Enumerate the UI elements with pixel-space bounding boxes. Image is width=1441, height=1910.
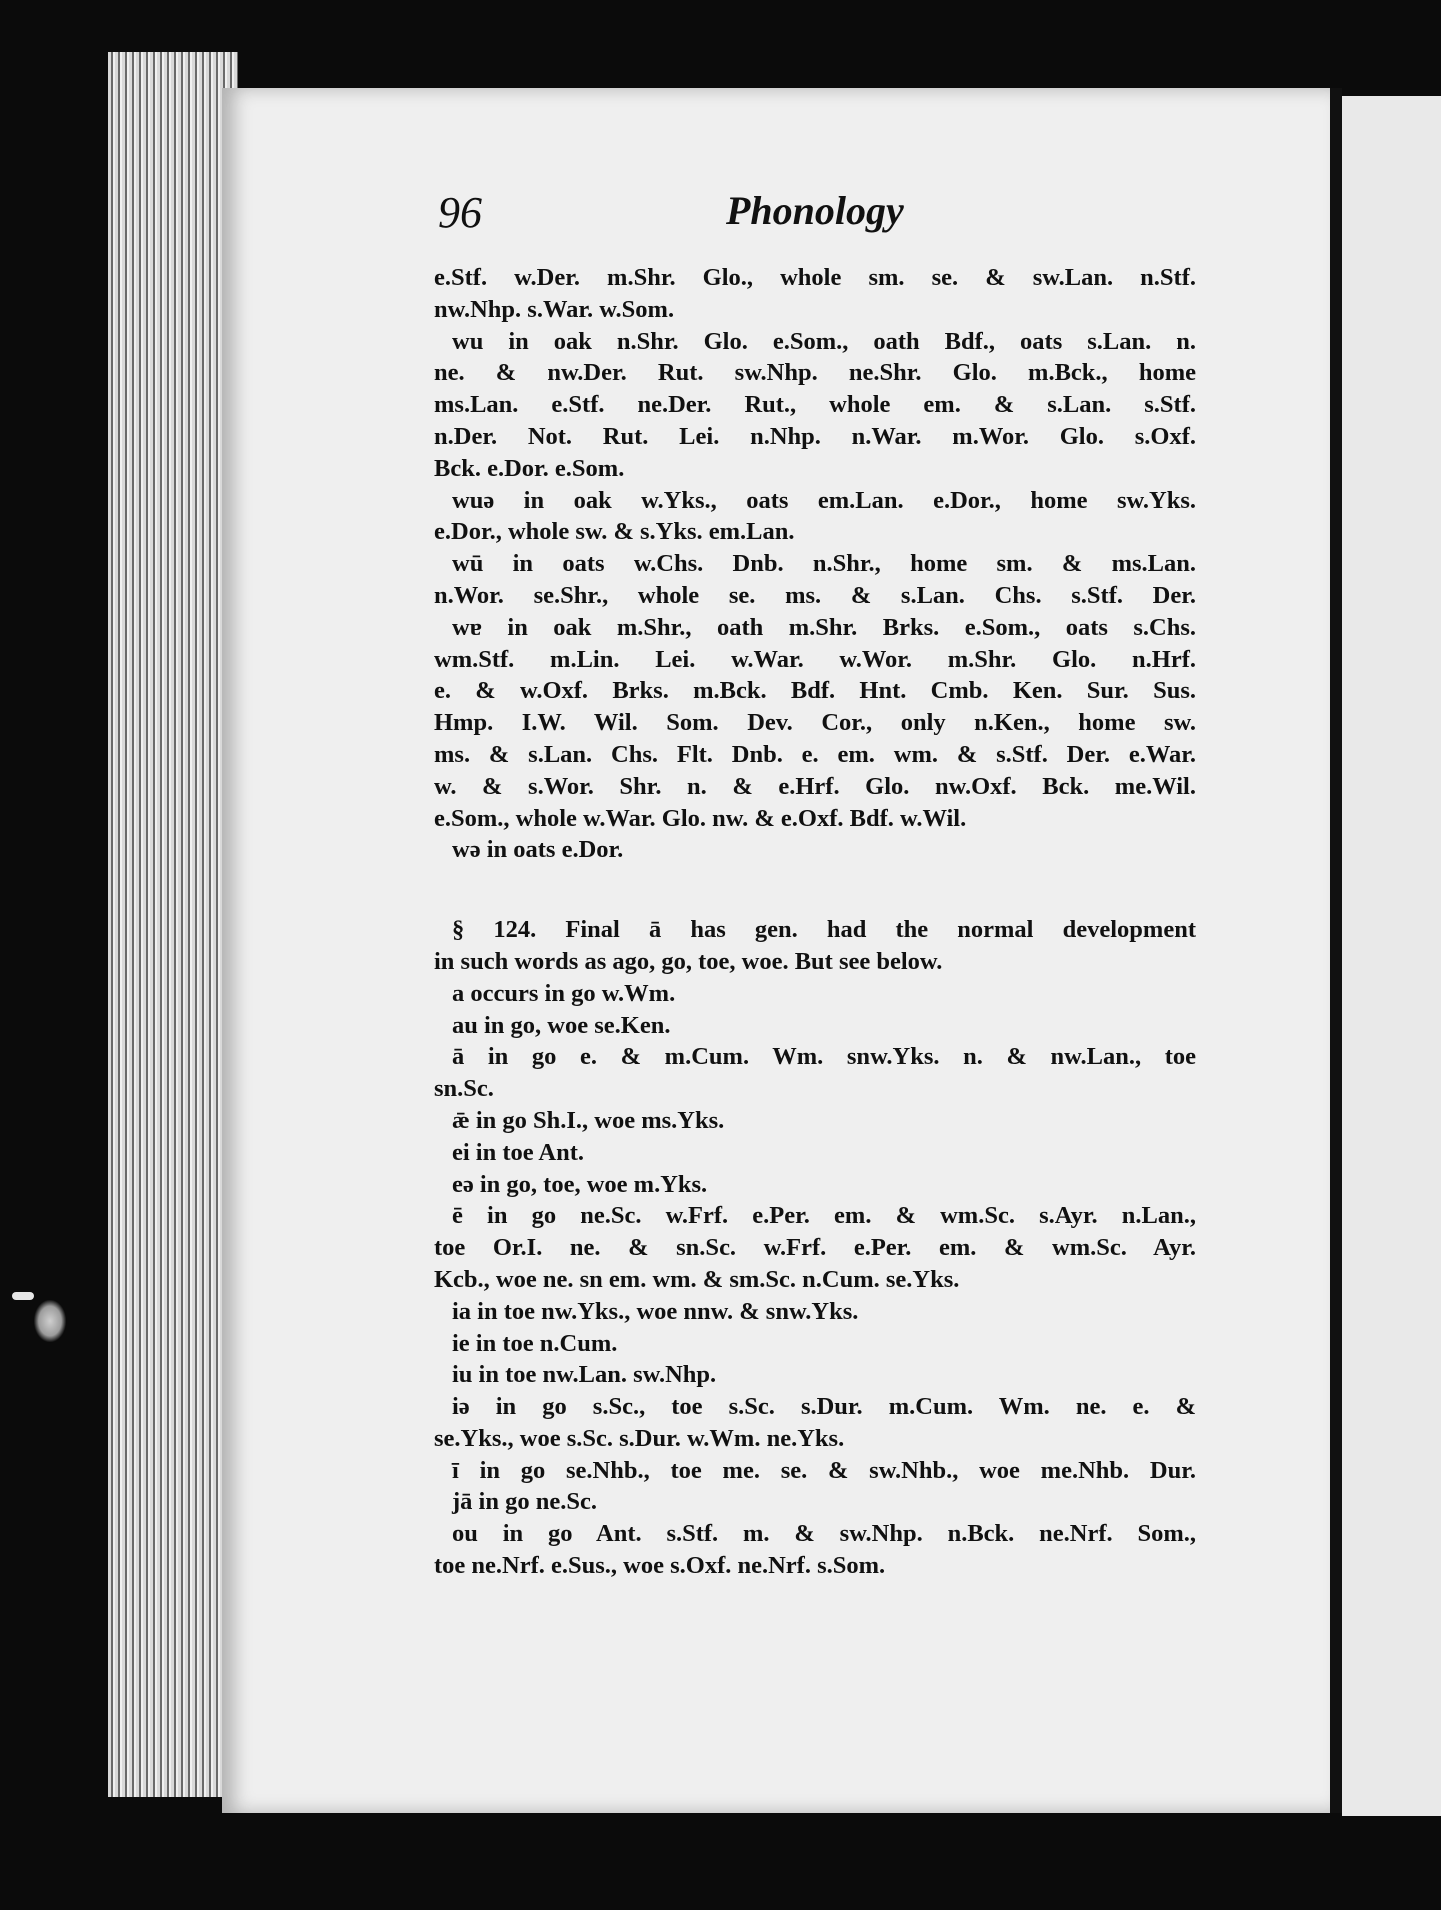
text-line: wm.Stf. m.Lin. Lei. w.War. w.Wor. m.Shr. Glo. n.Hrf. (434, 645, 1196, 673)
text-line: toe Or.I. ne. & sn.Sc. w.Frf. e.Per. em. & wm.Sc. Ayr. (434, 1234, 1196, 1262)
text-line: ms. & s.Lan. Chs. Flt. Dnb. e. em. wm. & s.Stf. Der. e.War. (434, 740, 1196, 768)
section-heading-line: § 124. Final ā has gen. had the normal development (452, 916, 1196, 944)
text-line: e.Stf. w.Der. m.Shr. Glo., whole sm. se. & sw.Lan. n.Stf. (434, 264, 1196, 291)
text-line: ī in go se.Nhb., toe me. se. & sw.Nhb., woe me.Nhb. Dur. (452, 1456, 1196, 1484)
page-number: 96 (438, 188, 482, 237)
text-line: Bck. e.Dor. e.Som. (434, 454, 625, 482)
text-line: sn.Sc. (434, 1075, 494, 1103)
scan-artifact-blot (34, 1300, 66, 1342)
page-header (438, 187, 1198, 247)
scan-artifact (12, 1292, 34, 1300)
text-line: e.Dor., whole sw. & s.Yks. em.Lan. (434, 518, 795, 546)
text-line: ā in go e. & m.Cum. Wm. snw.Yks. n. & nw.Lan., toe (452, 1043, 1196, 1071)
body-text (434, 262, 1196, 1582)
text-line: toe ne.Nrf. e.Sus., woe s.Oxf. ne.Nrf. s.Som. (434, 1552, 886, 1580)
text-line: ie in toe n.Cum. (452, 1329, 618, 1357)
text-line: iu in toe nw.Lan. sw.Nhp. (452, 1361, 717, 1389)
text-line: eə in go, toe, woe m.Yks. (452, 1170, 708, 1198)
text-line: ǣ in go Sh.I., woe ms.Yks. (452, 1106, 725, 1134)
text-line: ou in go Ant. s.Stf. m. & sw.Nhp. n.Bck. ne.Nrf. Som., (452, 1520, 1196, 1548)
text-line: e.Som., whole w.War. Glo. nw. & e.Oxf. Bdf. w.Wil. (434, 804, 967, 832)
text-line: in such words as ago, go, toe, woe. But see below. (434, 947, 943, 975)
book-gutter (1330, 88, 1342, 1813)
text-line: jā in go ne.Sc. (452, 1488, 597, 1516)
running-title: Phonology (726, 188, 904, 233)
opposite-page-edge (1342, 96, 1441, 1816)
text-line: iə in go s.Sc., toe s.Sc. s.Dur. m.Cum. Wm. ne. e. & (452, 1393, 1196, 1421)
text-line: Kcb., woe ne. sn em. wm. & sm.Sc. n.Cum. se.Yks. (434, 1265, 960, 1293)
text-line: ei in toe Ant. (452, 1138, 585, 1166)
text-line: Hmp. I.W. Wil. Som. Dev. Cor., only n.Ken., home sw. (434, 709, 1196, 737)
text-line: ne. & nw.Der. Rut. sw.Nhp. ne.Shr. Glo. m.Bck., home (434, 359, 1196, 387)
text-line: wə in oats e.Dor. (452, 836, 624, 864)
text-line: a occurs in go w.Wm. (452, 979, 676, 1007)
text-line: nw.Nhp. s.War. w.Som. (434, 295, 675, 323)
text-line: wɐ in oak m.Shr., oath m.Shr. Brks. e.Som., oats s.Chs. (452, 613, 1196, 641)
book-page-edges (108, 52, 238, 1797)
text-line: n.Wor. se.Shr., whole se. ms. & s.Lan. Chs. s.Stf. Der. (434, 581, 1196, 609)
text-line: ia in toe nw.Yks., woe nnw. & snw.Yks. (452, 1297, 859, 1325)
section-gap (434, 866, 1196, 914)
text-line: w. & s.Wor. Shr. n. & e.Hrf. Glo. nw.Oxf. Bck. me.Wil. (434, 772, 1196, 800)
text-line: ē in go ne.Sc. w.Frf. e.Per. em. & wm.Sc. s.Ayr. n.Lan., (452, 1202, 1196, 1230)
text-line: e. & w.Oxf. Brks. m.Bck. Bdf. Hnt. Cmb. Ken. Sur. Sus. (434, 677, 1196, 705)
text-line: au in go, woe se.Ken. (452, 1011, 671, 1039)
text-line: wū in oats w.Chs. Dnb. n.Shr., home sm. & ms.Lan. (452, 550, 1196, 578)
text-line: wuə in oak w.Yks., oats em.Lan. e.Dor., home sw.Yks. (452, 486, 1196, 514)
text-line: se.Yks., woe s.Sc. s.Dur. w.Wm. ne.Yks. (434, 1424, 845, 1452)
text-line: n.Der. Not. Rut. Lei. n.Nhp. n.War. m.Wor. Glo. s.Oxf. (434, 422, 1196, 450)
text-line: wu in oak n.Shr. Glo. e.Som., oath Bdf., oats s.Lan. n. (452, 327, 1196, 355)
text-line: ms.Lan. e.Stf. ne.Der. Rut., whole em. & s.Lan. s.Stf. (434, 391, 1196, 419)
